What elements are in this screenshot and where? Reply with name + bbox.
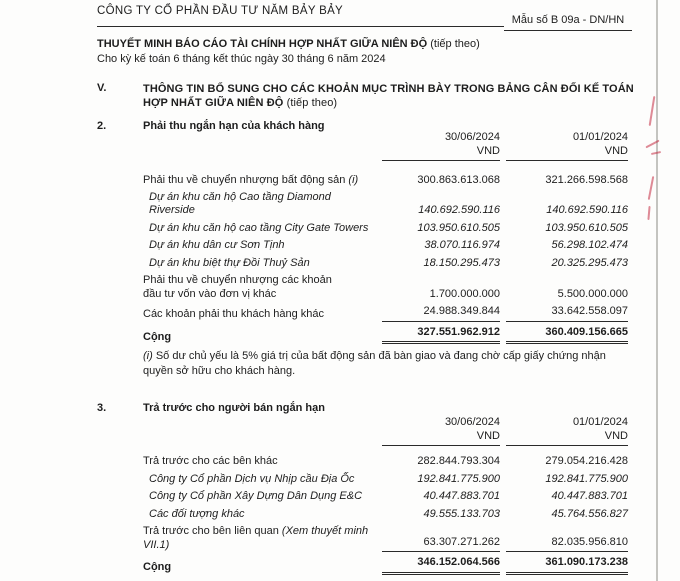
column-header-prior (506, 131, 628, 161)
header-rule (97, 26, 504, 27)
row-label-text: Phải thu về chuyển nhượng bất động sản (143, 174, 346, 186)
table-row (143, 239, 628, 253)
table-row (143, 473, 628, 487)
row-value-2: 5.500.000.000 (557, 287, 628, 300)
column-date: 01/01/2024 (572, 131, 628, 143)
row-label-text: VII.1) (143, 538, 170, 551)
report-title-suffix: (tiếp theo) (430, 38, 480, 50)
row-value-2: 103.950.610.505 (545, 221, 628, 234)
total-value-2: 361.090.173.238 (506, 555, 628, 575)
row-label (143, 174, 382, 188)
row-value-2: 140.692.590.116 (546, 204, 628, 216)
row-value-1: 140.692.590.116 (418, 204, 500, 216)
row-value-1: 103.950.610.505 (417, 221, 500, 234)
row-value-1: 49.555.133.703 (423, 507, 500, 520)
row-value-2: 192.841.775.900 (545, 472, 628, 485)
table-row (143, 508, 628, 522)
column-unit: VND (476, 144, 500, 157)
total-label: Cộng (143, 330, 172, 343)
column-date: 30/06/2024 (444, 416, 500, 428)
row-value-1: 38.070.116.974 (424, 239, 500, 251)
total-value-1: 327.551.962.912 (382, 325, 500, 345)
column-header-current (382, 416, 500, 446)
row-label-text: Riverside (149, 204, 195, 216)
table-row (143, 222, 628, 236)
row-value-1: 63.307.271.262 (382, 536, 500, 553)
table-header (143, 131, 628, 161)
row-label: Công ty Cổ phần Dịch vụ Nhịp cầu Địa Ốc (149, 472, 355, 485)
footnote-text: Số dư chủ yếu là 5% giá trị của bất động sản đã bàn giao và đang chờ cấp giấy chứng nhận quyền sở hữu cho khách hàng. (143, 350, 606, 377)
column-header-prior (506, 416, 628, 446)
table-row (143, 191, 628, 218)
row-value-2: 56.298.102.474 (551, 239, 628, 251)
row-label: Dự án khu căn hộ cao tầng City Gate Towers (149, 221, 369, 234)
section-v-title (143, 82, 635, 110)
footnote-marker: (i) (143, 350, 153, 362)
total-row (143, 325, 628, 345)
report-title-text: THUYẾT MINH BÁO CÁO TÀI CHÍNH HỢP NHẤT GIỮA NIÊN ĐỘ (97, 38, 428, 50)
table-row (143, 257, 628, 271)
row-value-2: 45.764.556.827 (551, 507, 628, 520)
row-value-2: 82.035.956.810 (506, 536, 628, 553)
row-label (143, 525, 382, 552)
page-edge-line (656, 0, 658, 581)
row-value-1: 1.700.000.000 (429, 287, 500, 300)
total-value-2: 360.409.156.665 (506, 325, 628, 345)
row-label-text: đầu tư vốn vào đơn vị khác (143, 287, 277, 300)
row-label: Công ty Cổ phần Xây Dựng Dân Dụng E&C (149, 490, 363, 502)
table-row (143, 490, 628, 504)
row-label: Dự án khu biệt thự Đồi Thuỷ Sản (149, 256, 310, 269)
column-unit: VND (604, 144, 628, 157)
section-v-title-text: THÔNG TIN BỔ SUNG CHO CÁC KHOẢN MỤC TRÌNH BÀY TRONG BẢNG CÂN ĐỐI KẾ TOÁN HỢP NHẤT GIỮA NIÊN ĐỘ (143, 83, 634, 109)
red-annotation-mark (648, 176, 655, 200)
row-label-text: Phải thu về chuyển nhượng các khoản (143, 274, 332, 286)
column-date: 01/01/2024 (572, 416, 628, 428)
table-row (143, 305, 628, 322)
total-value-1: 346.152.064.566 (382, 555, 500, 575)
row-label: Các đối tượng khác (149, 507, 245, 520)
section-3-title: Trả trước cho người bán ngắn hạn (143, 402, 325, 414)
row-label: Các khoản phải thu khách hàng khác (143, 308, 325, 320)
row-value-1: 18.150.295.473 (423, 256, 500, 269)
section-v-suffix: (tiếp theo) (286, 97, 338, 109)
row-label: Trả trước cho các bên khác (143, 455, 278, 467)
red-annotation-mark (649, 96, 656, 126)
table-row (143, 455, 628, 469)
row-label-text: Trả trước cho bên liên quan (143, 525, 279, 537)
row-label-text: Dự án khu căn hộ Cao tầng Diamond (149, 190, 331, 203)
table-row (143, 525, 628, 552)
row-label-suffix: (i) (348, 174, 359, 186)
form-number: Mẫu số B 09a - DN/HN (504, 14, 632, 31)
company-name: CÔNG TY CỔ PHẦN ĐẦU TƯ NĂM BẢY BẢY (97, 5, 344, 17)
row-value-2: 40.447.883.701 (551, 490, 628, 502)
row-value-2: 20.325.295.473 (551, 256, 628, 269)
red-annotation-mark (647, 206, 650, 220)
footnote (143, 349, 635, 378)
table-row (143, 174, 628, 188)
receivables-table (143, 131, 628, 344)
column-date: 30/06/2024 (444, 131, 500, 143)
column-header-current (382, 131, 500, 161)
report-title (97, 38, 617, 50)
section-2-number: 2. (97, 120, 107, 132)
row-value-1: 24.988.349.844 (382, 305, 500, 322)
total-row (143, 555, 628, 575)
row-value-2: 321.266.598.568 (545, 174, 628, 186)
section-3-number: 3. (97, 402, 107, 414)
row-label: Dự án khu dân cư Sơn Tịnh (149, 239, 285, 251)
row-value-1: 40.447.883.701 (423, 490, 500, 502)
accounting-period: Cho kỳ kế toán 6 tháng kết thúc ngày 30 tháng 6 năm 2024 (97, 53, 386, 65)
row-value-1: 192.841.775.900 (417, 472, 500, 485)
row-value-2: 279.054.216.428 (545, 455, 628, 467)
row-value-1: 300.863.613.068 (417, 174, 500, 186)
column-unit: VND (476, 429, 500, 442)
prepayments-table (143, 416, 628, 575)
total-label: Cộng (143, 561, 172, 573)
table-header (143, 416, 628, 446)
column-unit: VND (604, 429, 628, 442)
row-label (143, 274, 382, 301)
section-2-title: Phải thu ngắn hạn của khách hàng (143, 120, 325, 132)
section-v-number: V. (97, 82, 107, 94)
row-value-2: 33.642.558.097 (506, 305, 628, 322)
row-label-suffix: (Xem thuyết minh (281, 525, 369, 537)
row-value-1: 282.844.793.304 (417, 455, 500, 467)
table-row (143, 274, 628, 301)
row-label (143, 191, 382, 218)
